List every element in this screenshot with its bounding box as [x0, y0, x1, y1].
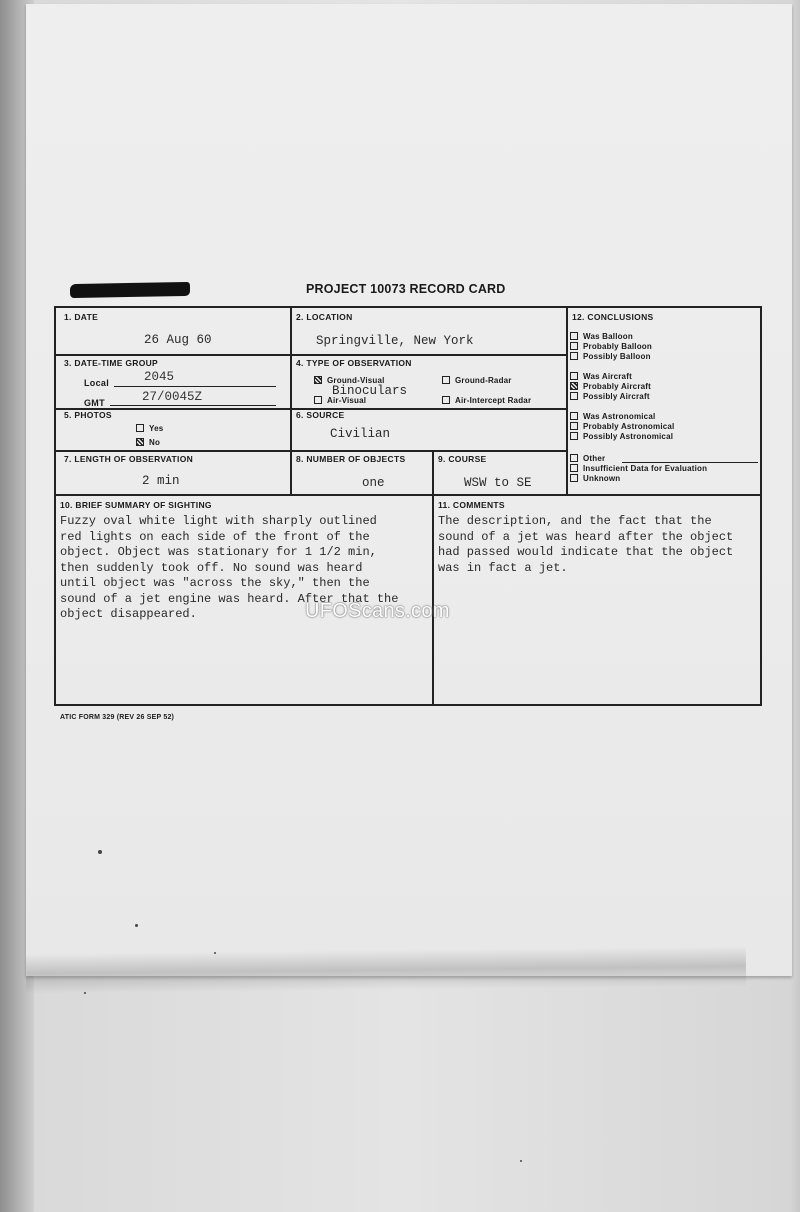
gmt-label: GMT: [84, 398, 105, 408]
conclusion-probably-aircraft: Probably Aircraft: [570, 382, 651, 391]
conclusion-was-balloon: Was Balloon: [570, 332, 633, 341]
course-value: WSW to SE: [464, 476, 532, 490]
summary-line: until object was "across the sky," then the: [60, 576, 370, 590]
checkbox-possibly-astronomical: [570, 432, 578, 440]
checkbox-was-astronomical: [570, 412, 578, 420]
summary-line: object. Object was stationary for 1 1/2 min,: [60, 545, 377, 559]
type-of-observation-label: 4. TYPE OF OBSERVATION: [296, 358, 412, 368]
source-label: 6. SOURCE: [296, 410, 345, 420]
conclusion-other: Other: [570, 454, 605, 463]
location-label: 2. LOCATION: [296, 312, 353, 322]
local-time-value: 2045: [144, 370, 175, 384]
conclusion-insufficient-data: Insufficient Data for Evaluation: [570, 464, 707, 473]
watermark: UFOScans.com: [305, 600, 450, 622]
record-card: [54, 306, 762, 706]
conclusion-probably-balloon: Probably Balloon: [570, 342, 652, 351]
gmt-time-value: 27/0045Z: [142, 390, 203, 404]
length-of-observation-value: 2 min: [142, 474, 180, 488]
comments-line: The description, and the fact that the: [438, 514, 712, 528]
checkbox-probably-aircraft: [570, 382, 578, 390]
summary-label: 10. BRIEF SUMMARY OF SIGHTING: [60, 500, 212, 510]
local-label: Local: [84, 378, 110, 388]
checkbox-was-aircraft: [570, 372, 578, 380]
checkbox-photos-no: [136, 438, 144, 446]
checkbox-was-balloon: [570, 332, 578, 340]
redaction-bar: [70, 282, 190, 298]
conclusion-was-astronomical: Was Astronomical: [570, 412, 655, 421]
summary-line: Fuzzy oval white light with sharply outlined: [60, 514, 377, 528]
checkbox-other: [570, 454, 578, 462]
dust-speck: [214, 952, 216, 954]
conclusion-possibly-aircraft: Possibly Aircraft: [570, 392, 650, 401]
date-value: 26 Aug 60: [144, 333, 212, 347]
option-air-intercept-radar: Air-Intercept Radar: [442, 396, 531, 405]
option-air-visual: Air-Visual: [314, 396, 366, 405]
dust-speck: [520, 1160, 522, 1162]
checkbox-ground-radar: [442, 376, 450, 384]
summary-line: red lights on each side of the front of the: [60, 529, 370, 544]
checkbox-photos-yes: [136, 424, 144, 432]
comments-line: had passed would indicate that the object: [438, 545, 734, 559]
checkbox-possibly-aircraft: [570, 392, 578, 400]
summary-line: then suddenly took off. No sound was heard: [60, 560, 363, 575]
summary-line: object disappeared.: [60, 607, 197, 621]
photos-no: No: [136, 438, 160, 447]
form-number: ATIC FORM 329 (REV 26 SEP 52): [60, 714, 175, 721]
dust-speck: [84, 992, 86, 994]
dust-speck: [98, 850, 102, 854]
location-value: Springville, New York: [316, 334, 474, 348]
date-label: 1. DATE: [64, 312, 99, 322]
checkbox-unknown: [570, 474, 578, 482]
paper-bottom-edge: [26, 946, 746, 994]
dust-speck: [135, 924, 138, 927]
conclusions-label: 12. CONCLUSIONS: [572, 312, 654, 322]
checkbox-possibly-balloon: [570, 352, 578, 360]
number-of-objects-label: 8. NUMBER OF OBJECTS: [296, 454, 406, 464]
option-ground-visual: Ground-Visual: [314, 376, 385, 385]
comments-text: [438, 514, 733, 576]
option-ground-radar: Ground-Radar: [442, 376, 512, 385]
comments-line: was in fact a jet.: [438, 560, 568, 575]
comments-line: sound of a jet was heard after the object: [438, 529, 734, 544]
checkbox-air-intercept-radar: [442, 396, 450, 404]
photos-label: 5. PHOTOS: [64, 410, 112, 420]
conclusion-was-aircraft: Was Aircraft: [570, 372, 632, 381]
conclusion-possibly-astronomical: Possibly Astronomical: [570, 432, 673, 441]
comments-label: 11. COMMENTS: [438, 500, 505, 510]
source-value: Civilian: [330, 427, 391, 441]
checkbox-ground-visual: [314, 376, 322, 384]
checkbox-insufficient-data: [570, 464, 578, 472]
observation-typed-note: Binoculars: [332, 384, 408, 398]
length-of-observation-label: 7. LENGTH OF OBSERVATION: [64, 454, 194, 464]
course-label: 9. COURSE: [438, 454, 487, 464]
checkbox-probably-astronomical: [570, 422, 578, 430]
conclusion-possibly-balloon: Possibly Balloon: [570, 352, 651, 361]
number-of-objects-value: one: [362, 476, 385, 490]
summary-line: sound of a jet engine was heard. After that the: [60, 591, 399, 606]
checkbox-probably-balloon: [570, 342, 578, 350]
card-title: PROJECT 10073 RECORD CARD: [306, 282, 506, 296]
conclusion-unknown: Unknown: [570, 474, 620, 483]
checkbox-air-visual: [314, 396, 322, 404]
photos-yes: Yes: [136, 424, 163, 433]
date-time-group-label: 3. DATE-TIME GROUP: [64, 358, 159, 368]
conclusion-probably-astronomical: Probably Astronomical: [570, 422, 674, 431]
